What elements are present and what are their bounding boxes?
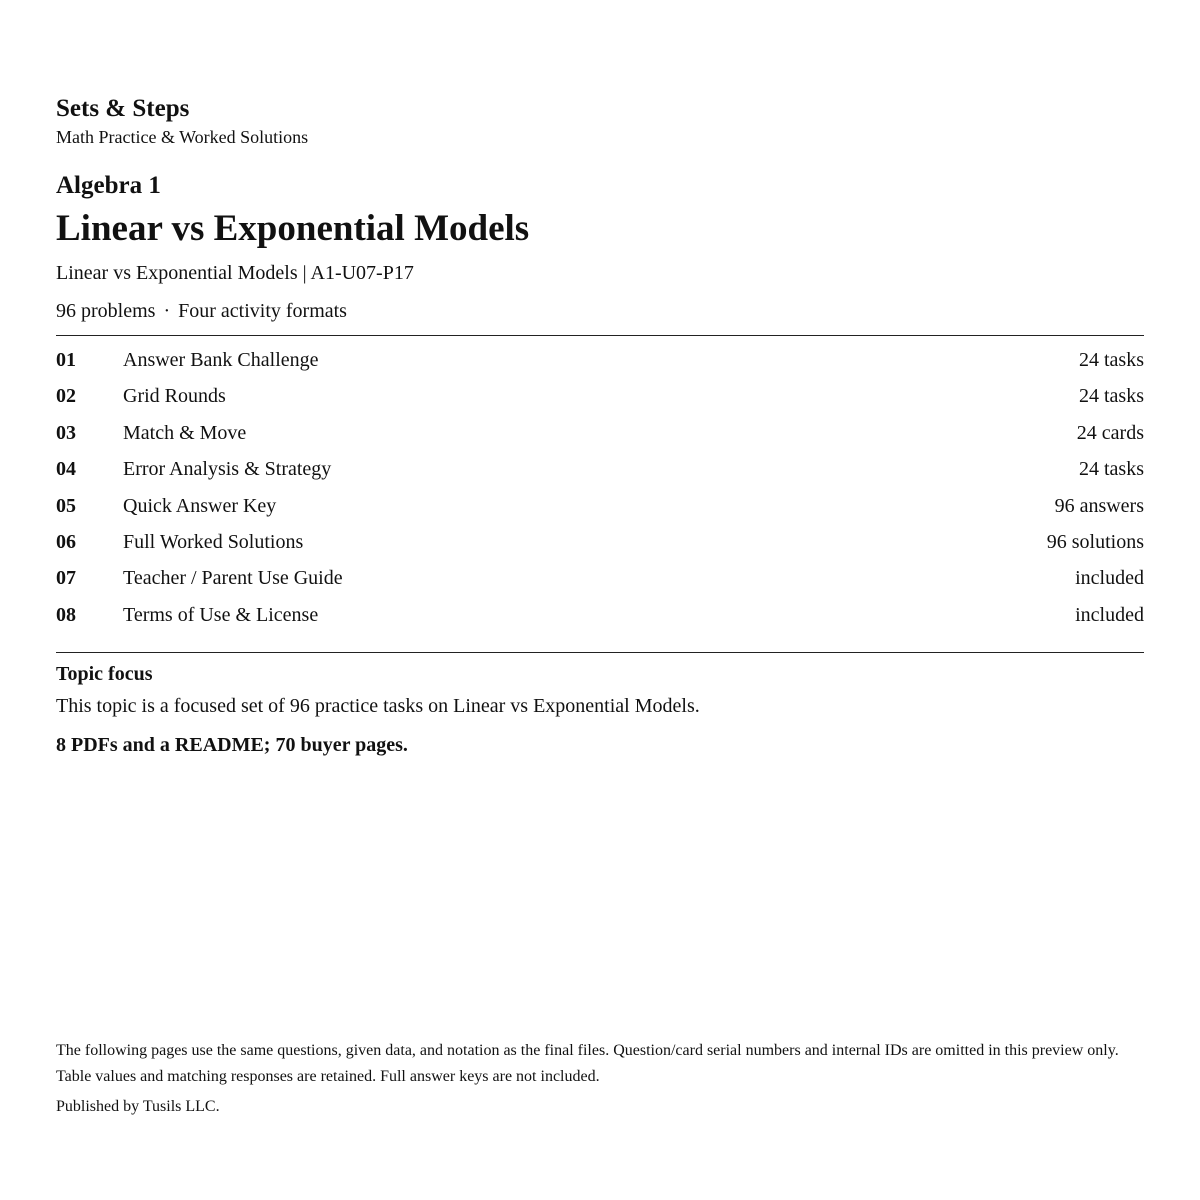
contents-row: [56, 560, 1144, 596]
contents-number: 03: [56, 421, 76, 444]
preview-disclaimer: The following pages use the same questions, given data, and notation as the final files. Question/card serial numbers and internal IDs are omitted in this preview only. Table values and matching responses are retained. Full answer keys are not included.: [56, 1042, 1119, 1085]
contents-count: included: [1075, 567, 1144, 590]
contents-row: [56, 488, 1144, 524]
bottom-divider: [56, 652, 1144, 653]
top-divider: [56, 335, 1144, 336]
contents-label: Quick Answer Key: [123, 494, 277, 517]
problem-count: 96 problems: [56, 300, 156, 322]
contents-label: Grid Rounds: [123, 385, 226, 408]
contents-count: 24 tasks: [1079, 349, 1144, 371]
topic-focus-heading: Topic focus: [56, 663, 153, 685]
contents-number: 05: [56, 494, 76, 517]
contents-row: [56, 415, 1144, 451]
contents-list: [56, 342, 1144, 633]
product-meta: [56, 299, 347, 323]
meta-separator: ·: [163, 300, 171, 322]
contents-label: Full Worked Solutions: [123, 530, 304, 553]
page-title: Linear vs Exponential Models: [56, 208, 530, 249]
brand-name: Sets & Steps: [56, 95, 190, 122]
contents-number: 01: [56, 349, 76, 371]
activity-formats: Four activity formats: [178, 300, 347, 322]
contents-number: 04: [56, 458, 76, 481]
contents-label: Answer Bank Challenge: [123, 349, 319, 371]
contents-count: 24 cards: [1076, 421, 1144, 444]
topic-focus-text: This topic is a focused set of 96 practice tasks on Linear vs Exponential Models.: [56, 695, 700, 717]
publisher-line: Published by Tusils LLC.: [56, 1098, 220, 1115]
contents-row: [56, 524, 1144, 560]
contents-count: 96 answers: [1054, 494, 1144, 517]
contents-label: Match & Move: [123, 421, 247, 444]
product-code-line: Linear vs Exponential Models | A1-U07-P17: [56, 262, 414, 284]
contents-row: [56, 378, 1144, 414]
contents-number: 02: [56, 385, 76, 408]
contents-label: Terms of Use & License: [123, 603, 319, 626]
contents-number: 07: [56, 567, 76, 590]
brand-tagline: Math Practice & Worked Solutions: [56, 127, 309, 147]
contents-number: 08: [56, 603, 76, 626]
contents-row: [56, 451, 1144, 487]
contents-count: 24 tasks: [1079, 458, 1144, 481]
contents-label: Teacher / Parent Use Guide: [123, 567, 343, 590]
contents-row: [56, 597, 1144, 633]
contents-row: [56, 342, 1144, 378]
course-name: Algebra 1: [56, 172, 161, 199]
contents-label: Error Analysis & Strategy: [123, 458, 332, 481]
contents-number: 06: [56, 530, 76, 553]
contents-count: included: [1075, 603, 1144, 626]
contents-count: 96 solutions: [1046, 530, 1144, 553]
contents-count: 24 tasks: [1079, 385, 1144, 408]
package-summary: 8 PDFs and a README; 70 buyer pages.: [56, 734, 408, 756]
